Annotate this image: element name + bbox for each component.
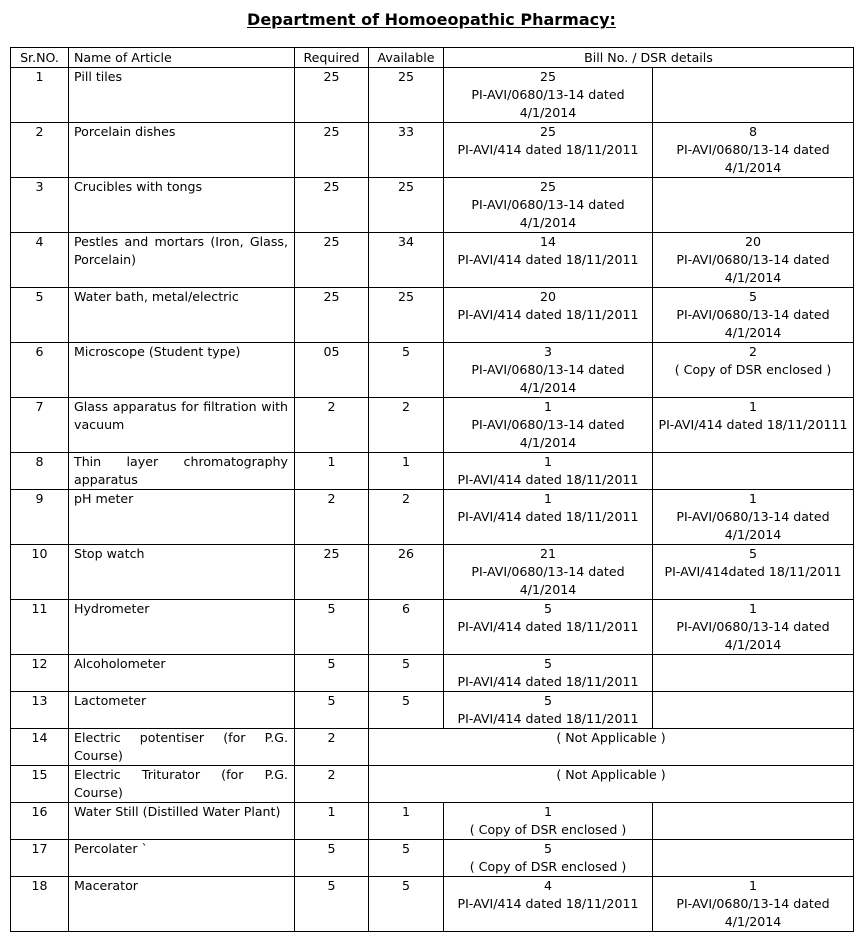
bill-ref: PI-AVI/0680/13-14 dated	[676, 509, 830, 524]
bill-qty: 1	[749, 601, 758, 616]
article-name-cell: Stop watch	[69, 545, 295, 600]
bill-qty: 25	[539, 124, 557, 139]
sr-cell: 14	[11, 729, 69, 766]
bill-qty: 14	[539, 234, 557, 249]
bill-detail-1	[444, 803, 653, 840]
article-name-cell: Lactometer	[69, 692, 295, 729]
required-cell: 5	[295, 655, 369, 692]
bill-date: 4/1/2014	[724, 325, 782, 340]
available-cell: 33	[369, 123, 444, 178]
sr-cell: 13	[11, 692, 69, 729]
available-cell: 6	[369, 600, 444, 655]
article-name-cell: Macerator	[69, 877, 295, 932]
table-row	[11, 453, 854, 490]
article-name-cell: Percolater `	[69, 840, 295, 877]
bill-qty: 2	[749, 344, 758, 359]
bill-detail-1	[444, 178, 653, 233]
bill-date: 4/1/2014	[519, 582, 577, 597]
sr-cell: 16	[11, 803, 69, 840]
bill-detail-2	[653, 600, 854, 655]
bill-detail-2	[653, 288, 854, 343]
sr-cell: 11	[11, 600, 69, 655]
bill-detail-2	[653, 840, 854, 877]
bill-qty: 5	[543, 693, 552, 708]
sr-cell: 10	[11, 545, 69, 600]
not-applicable-cell: ( Not Applicable )	[369, 729, 854, 766]
bill-date: 4/1/2014	[724, 527, 782, 542]
bill-ref: PI-AVI/414 dated 18/11/2011	[457, 896, 639, 911]
table-row	[11, 178, 854, 233]
bill-ref: PI-AVI/414 dated 18/11/2011	[457, 307, 639, 322]
col-header-required: Required	[295, 48, 369, 68]
sr-cell: 8	[11, 453, 69, 490]
required-cell: 25	[295, 68, 369, 123]
header-row	[11, 48, 854, 68]
article-name-cell: Pill tiles	[69, 68, 295, 123]
available-cell: 5	[369, 877, 444, 932]
table-row	[11, 545, 854, 600]
bill-date: 4/1/2014	[519, 435, 577, 450]
article-name-cell: Crucibles with tongs	[69, 178, 295, 233]
bill-ref: PI-AVI/414 dated 18/11/2011	[457, 142, 639, 157]
required-cell: 05	[295, 343, 369, 398]
available-cell: 2	[369, 490, 444, 545]
bill-qty: 1	[543, 399, 552, 414]
bill-ref: ( Copy of DSR enclosed )	[469, 822, 627, 837]
bill-date: 4/1/2014	[519, 380, 577, 395]
article-name-cell: Glass apparatus for filtration with vacuum	[69, 398, 295, 453]
bill-qty: 20	[539, 289, 557, 304]
bill-detail-1	[444, 398, 653, 453]
bill-detail-2	[653, 123, 854, 178]
table-row	[11, 123, 854, 178]
required-cell: 1	[295, 453, 369, 490]
bill-detail-1	[444, 490, 653, 545]
table-row	[11, 692, 854, 729]
required-cell: 2	[295, 766, 369, 803]
bill-detail-1	[444, 840, 653, 877]
available-cell: 5	[369, 655, 444, 692]
bill-ref: PI-AVI/0680/13-14 dated	[676, 619, 830, 634]
bill-detail-2	[653, 68, 854, 123]
article-name-cell: Water bath, metal/electric	[69, 288, 295, 343]
required-cell: 5	[295, 840, 369, 877]
required-cell: 5	[295, 877, 369, 932]
article-name-cell: Porcelain dishes	[69, 123, 295, 178]
bill-qty: 1	[543, 491, 552, 506]
bill-qty: 20	[744, 234, 762, 249]
col-header-bill: Bill No. / DSR details	[444, 48, 854, 68]
sr-cell: 4	[11, 233, 69, 288]
bill-date: 4/1/2014	[724, 914, 782, 929]
sr-cell: 6	[11, 343, 69, 398]
required-cell: 5	[295, 692, 369, 729]
bill-ref: PI-AVI/414 dated 18/11/2011	[457, 674, 639, 689]
sr-cell: 5	[11, 288, 69, 343]
bill-detail-2	[653, 877, 854, 932]
bill-qty: 1	[543, 804, 552, 819]
article-name-cell: Water Still (Distilled Water Plant)	[69, 803, 295, 840]
table-row	[11, 288, 854, 343]
bill-qty: 5	[543, 656, 552, 671]
bill-detail-2	[653, 453, 854, 490]
table-row	[11, 729, 854, 766]
required-cell: 25	[295, 233, 369, 288]
bill-detail-1	[444, 877, 653, 932]
bill-date: 4/1/2014	[724, 270, 782, 285]
bill-detail-2	[653, 545, 854, 600]
required-cell: 2	[295, 729, 369, 766]
available-cell: 25	[369, 288, 444, 343]
sr-cell: 12	[11, 655, 69, 692]
table-row	[11, 803, 854, 840]
bill-qty: 4	[543, 878, 552, 893]
available-cell: 1	[369, 453, 444, 490]
bill-ref: PI-AVI/414 dated 18/11/2011	[457, 619, 639, 634]
bill-ref: PI-AVI/414 dated 18/11/2011	[457, 252, 639, 267]
table-row	[11, 68, 854, 123]
bill-qty: 1	[749, 878, 758, 893]
bill-detail-2	[653, 655, 854, 692]
bill-detail-1	[444, 453, 653, 490]
bill-detail-2	[653, 803, 854, 840]
bill-detail-2	[653, 178, 854, 233]
sr-cell: 18	[11, 877, 69, 932]
bill-ref: PI-AVI/414 dated 18/11/2011	[457, 472, 639, 487]
available-cell: 5	[369, 343, 444, 398]
sr-cell: 3	[11, 178, 69, 233]
required-cell: 25	[295, 545, 369, 600]
sr-cell: 7	[11, 398, 69, 453]
bill-qty: 8	[749, 124, 758, 139]
table-row	[11, 840, 854, 877]
sr-cell: 1	[11, 68, 69, 123]
bill-qty: 5	[749, 289, 758, 304]
article-name-cell: Microscope (Student type)	[69, 343, 295, 398]
bill-ref: PI-AVI/0680/13-14 dated	[676, 252, 830, 267]
bill-ref: PI-AVI/0680/13-14 dated	[471, 417, 625, 432]
articles-table	[10, 47, 854, 932]
bill-ref: PI-AVI/0680/13-14 dated	[471, 197, 625, 212]
bill-date: 4/1/2014	[519, 105, 577, 120]
bill-qty: 1	[749, 399, 758, 414]
article-name-cell: Alcoholometer	[69, 655, 295, 692]
available-cell: 1	[369, 803, 444, 840]
col-header-available: Available	[369, 48, 444, 68]
bill-ref: PI-AVI/0680/13-14 dated	[471, 87, 625, 102]
bill-ref: ( Copy of DSR enclosed )	[674, 362, 832, 377]
required-cell: 25	[295, 123, 369, 178]
required-cell: 1	[295, 803, 369, 840]
table-row	[11, 398, 854, 453]
article-name-cell: pH meter	[69, 490, 295, 545]
bill-date: 4/1/2014	[724, 637, 782, 652]
bill-qty: 25	[539, 179, 557, 194]
sr-cell: 9	[11, 490, 69, 545]
required-cell: 25	[295, 288, 369, 343]
bill-qty: 1	[543, 454, 552, 469]
bill-ref: PI-AVI/0680/13-14 dated	[471, 362, 625, 377]
col-header-name: Name of Article	[69, 48, 295, 68]
table-row	[11, 655, 854, 692]
bill-detail-1	[444, 655, 653, 692]
available-cell: 25	[369, 68, 444, 123]
bill-ref: PI-AVI/414 dated 18/11/2011	[457, 711, 639, 726]
table-row	[11, 877, 854, 932]
bill-detail-1	[444, 600, 653, 655]
bill-detail-2	[653, 490, 854, 545]
bill-detail-1	[444, 123, 653, 178]
bill-detail-1	[444, 545, 653, 600]
required-cell: 2	[295, 490, 369, 545]
available-cell: 26	[369, 545, 444, 600]
bill-qty: 1	[749, 491, 758, 506]
required-cell: 2	[295, 398, 369, 453]
bill-detail-2	[653, 343, 854, 398]
bill-detail-1	[444, 288, 653, 343]
bill-detail-1	[444, 68, 653, 123]
bill-detail-1	[444, 343, 653, 398]
article-name-cell: Pestles and mortars (Iron, Glass, Porcelain)	[69, 233, 295, 288]
bill-ref: ( Copy of DSR enclosed )	[469, 859, 627, 874]
bill-date: 4/1/2014	[519, 215, 577, 230]
bill-ref: PI-AVI/0680/13-14 dated	[676, 142, 830, 157]
article-name-cell: Electric potentiser (for P.G. Course)	[69, 729, 295, 766]
bill-ref: PI-AVI/414 dated 18/11/20111	[658, 417, 848, 432]
bill-qty: 5	[543, 601, 552, 616]
required-cell: 5	[295, 600, 369, 655]
bill-qty: 21	[539, 546, 557, 561]
required-cell: 25	[295, 178, 369, 233]
bill-ref: PI-AVI/0680/13-14 dated	[676, 896, 830, 911]
available-cell: 34	[369, 233, 444, 288]
bill-qty: 25	[539, 69, 557, 84]
bill-date: 4/1/2014	[724, 160, 782, 175]
bill-qty: 5	[749, 546, 758, 561]
table-row	[11, 766, 854, 803]
bill-ref: PI-AVI/414 dated 18/11/2011	[457, 509, 639, 524]
table-row	[11, 600, 854, 655]
not-applicable-cell: ( Not Applicable )	[369, 766, 854, 803]
bill-qty: 3	[543, 344, 552, 359]
bill-detail-2	[653, 398, 854, 453]
article-name-cell: Electric Triturator (for P.G. Course)	[69, 766, 295, 803]
col-header-sr: Sr.NO.	[11, 48, 69, 68]
sr-cell: 15	[11, 766, 69, 803]
article-name-cell: Hydrometer	[69, 600, 295, 655]
bill-ref: PI-AVI/414dated 18/11/2011	[664, 564, 842, 579]
sr-cell: 2	[11, 123, 69, 178]
table-body	[11, 68, 854, 932]
bill-ref: PI-AVI/0680/13-14 dated	[676, 307, 830, 322]
bill-detail-2	[653, 233, 854, 288]
available-cell: 5	[369, 692, 444, 729]
page-title: Department of Homoeopathic Pharmacy:	[247, 10, 616, 29]
sr-cell: 17	[11, 840, 69, 877]
table-row	[11, 233, 854, 288]
available-cell: 2	[369, 398, 444, 453]
available-cell: 5	[369, 840, 444, 877]
bill-detail-1	[444, 692, 653, 729]
available-cell: 25	[369, 178, 444, 233]
table-row	[11, 490, 854, 545]
bill-detail-2	[653, 692, 854, 729]
bill-ref: PI-AVI/0680/13-14 dated	[471, 564, 625, 579]
bill-qty: 5	[543, 841, 552, 856]
table-row	[11, 343, 854, 398]
article-name-cell: Thin layer chromatography apparatus	[69, 453, 295, 490]
bill-detail-1	[444, 233, 653, 288]
